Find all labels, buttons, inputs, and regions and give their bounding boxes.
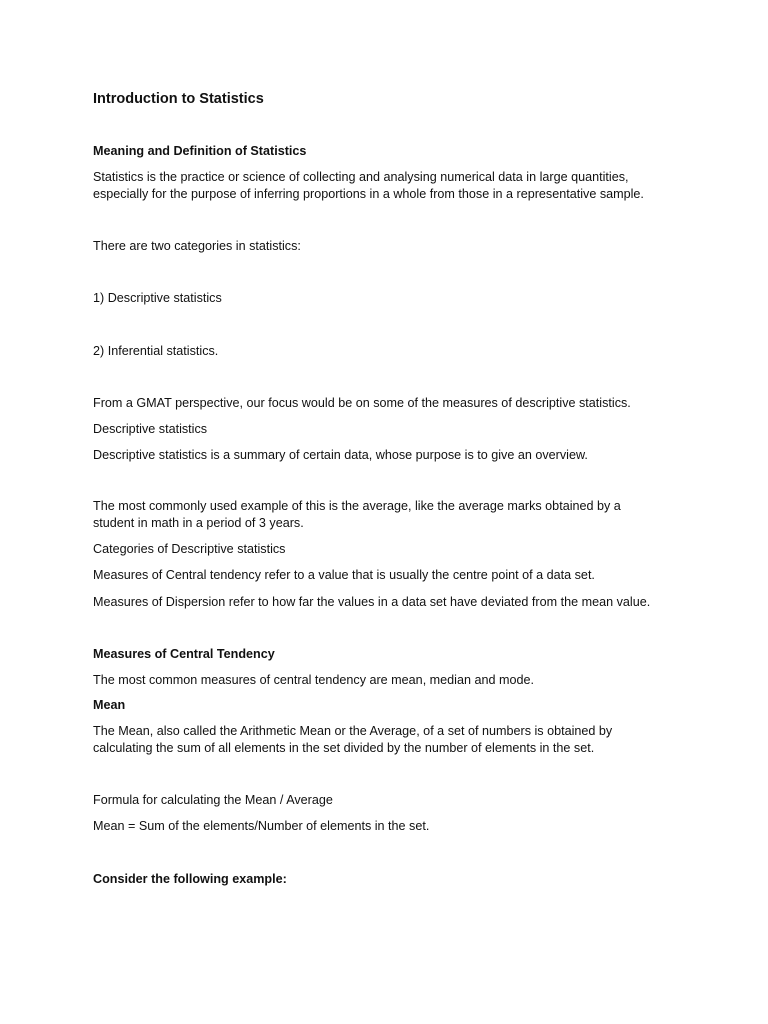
paragraph-mean-definition: The Mean, also called the Arithmetic Mean or the Average, of a set of numbers is obtained by calculating the sum of all elements in the set divided by the number of elements in the set. xyxy=(93,724,613,755)
paragraph-definition: Statistics is the practice or science of collecting and analysing numerical data in large quantities, especially for the purpose of inferring proportions in a whole from those in a representative sample. xyxy=(93,170,644,201)
subheading-formula: Formula for calculating the Mean / Average xyxy=(93,793,333,807)
paragraph-gmat: From a GMAT perspective, our focus would be on some of the measures of descriptive statistics. xyxy=(93,396,631,410)
subheading-categories: Categories of Descriptive statistics xyxy=(93,542,286,556)
paragraph-formula: Mean = Sum of the elements/Number of elements in the set. xyxy=(93,819,430,833)
section-heading-meaning: Meaning and Definition of Statistics xyxy=(93,144,307,158)
list-item-inferential: 2) Inferential statistics. xyxy=(93,344,219,358)
subheading-descriptive: Descriptive statistics xyxy=(93,422,208,436)
paragraph-example-average: The most commonly used example of this is the average, like the average marks obtained by a student in math in a period of 3 years. xyxy=(93,499,621,530)
paragraph-dispersion-definition: Measures of Dispersion refer to how far the values in a data set have deviated from the mean value. xyxy=(93,595,651,609)
paragraph-consider-example: Consider the following example: xyxy=(93,872,287,886)
page-title: Introduction to Statistics xyxy=(93,91,264,107)
paragraph-descriptive-definition: Descriptive statistics is a summary of certain data, whose purpose is to give an overview. xyxy=(93,448,588,462)
paragraph-categories-intro: There are two categories in statistics: xyxy=(93,239,301,253)
section-heading-central-tendency: Measures of Central Tendency xyxy=(93,647,275,661)
paragraph-common-measures: The most common measures of central tendency are mean, median and mode. xyxy=(93,673,535,687)
list-item-descriptive: 1) Descriptive statistics xyxy=(93,291,222,305)
section-heading-mean: Mean xyxy=(93,698,126,712)
paragraph-central-tendency-definition: Measures of Central tendency refer to a value that is usually the centre point of a data set. xyxy=(93,568,595,582)
